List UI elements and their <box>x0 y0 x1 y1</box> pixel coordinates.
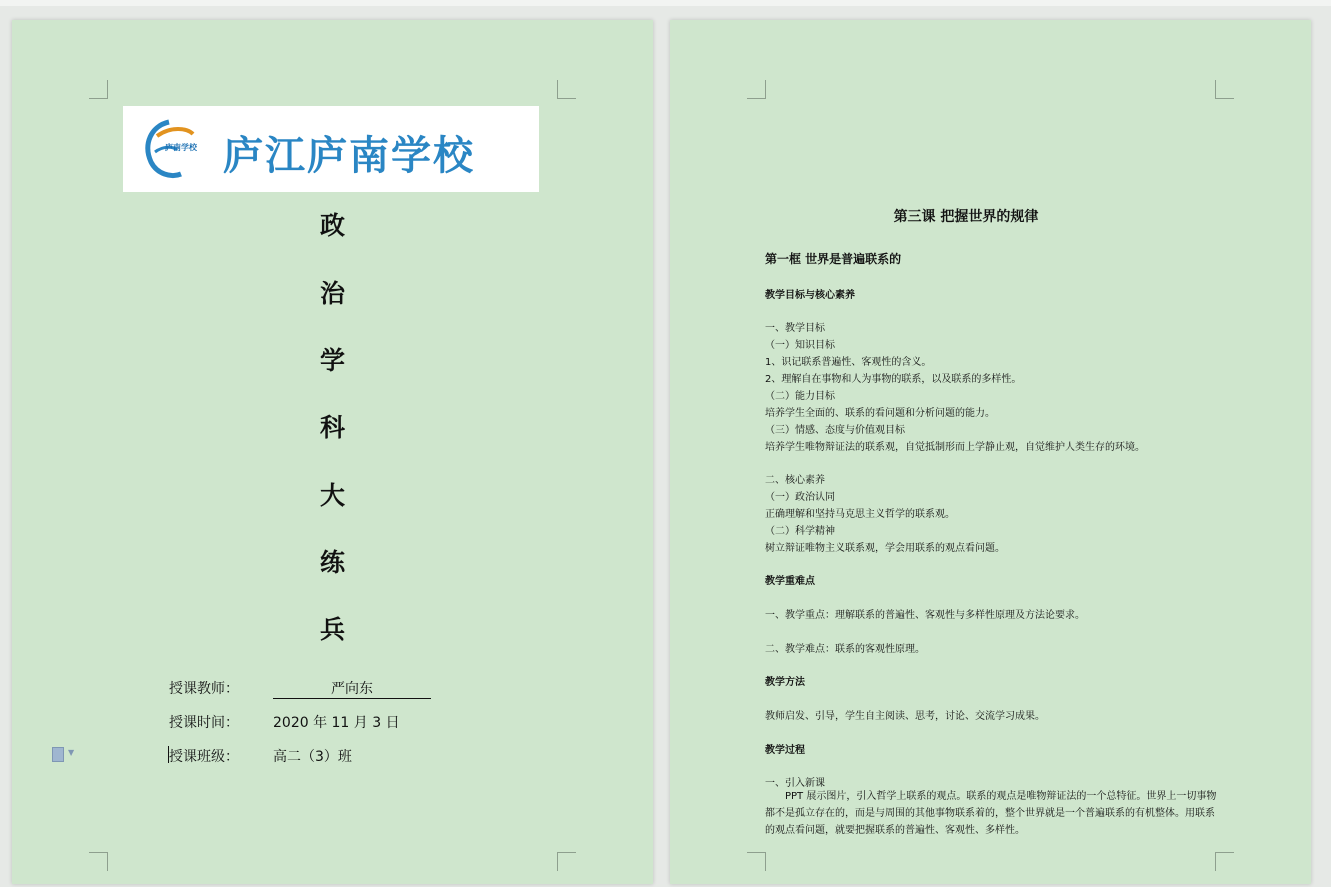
text-line: （二）能力目标 <box>765 391 835 402</box>
title-char: 练 <box>319 548 345 577</box>
time-label: 授课时间： <box>169 715 239 731</box>
crop-mark <box>89 80 108 99</box>
lesson-page[interactable] <box>670 20 1311 884</box>
text-line: 2、理解自在事物和人为事物的联系，以及联系的多样性。 <box>765 374 1022 385</box>
text-line: （一）政治认同 <box>765 492 835 503</box>
text-line: （三）情感、态度与价值观目标 <box>765 425 905 436</box>
crop-mark <box>1215 852 1234 871</box>
logo-small-text: 庐南学校 <box>165 143 197 152</box>
text-line: （一）知识目标 <box>765 340 835 351</box>
title-char: 学 <box>319 346 345 375</box>
text-line: 培养学生唯物辩证法的联系观，自觉抵制形而上学静止观，自觉维护人类生存的环境。 <box>765 442 1145 453</box>
text-line: 一、引入新课 <box>765 778 825 789</box>
section-heading: 教学方法 <box>765 677 805 688</box>
text-line: 一、教学目标 <box>765 323 825 334</box>
crop-mark <box>1215 80 1234 99</box>
crop-mark <box>747 80 766 99</box>
text-line: 教师启发、引导，学生自主阅读、思考，讨论、交流学习成果。 <box>765 711 1045 722</box>
intro-paragraph: PPT 展示图片，引入哲学上联系的观点。联系的观点是唯物辩证法的一个总特征。世界上一切事物都不是孤立存在的，而是与周围的其他事物联系着的，整个世界就是一个普遍联系的有机整体。用联系的观点看问题，就要把握联系的普遍性、客观性、多样性。 <box>765 791 1217 836</box>
crop-mark <box>747 852 766 871</box>
time-value[interactable]: 2020 年 11 月 3 日 <box>273 715 400 731</box>
section-heading: 教学过程 <box>765 745 805 756</box>
text-line: 树立辩证唯物主义联系观，学会用联系的观点看问题。 <box>765 543 1005 554</box>
title-char: 科 <box>319 413 345 442</box>
text-line: 一、教学重点：理解联系的普遍性、客观性与多样性原理及方法论要求。 <box>765 610 1085 621</box>
text-line: 1、识记联系普遍性、客观性的含义。 <box>765 357 932 368</box>
title-char: 大 <box>319 481 345 510</box>
teacher-row <box>169 678 431 699</box>
text-line: 二、教学难点：联系的客观性原理。 <box>765 644 925 655</box>
text-cursor <box>168 746 169 763</box>
title-char: 政 <box>319 211 345 240</box>
class-row <box>169 746 352 766</box>
class-value[interactable]: 高二（3）班 <box>273 749 352 765</box>
text-line: 培养学生全面的、联系的看问题和分析问题的能力。 <box>765 408 995 419</box>
teacher-value[interactable]: 严向东 <box>273 678 431 699</box>
cover-page[interactable] <box>12 20 653 884</box>
teacher-label: 授课教师： <box>169 681 239 697</box>
document-icon[interactable] <box>52 747 64 762</box>
logo-school-name: 庐江庐南学校 <box>223 133 475 179</box>
text-line: （二）科学精神 <box>765 526 835 537</box>
crop-mark <box>557 852 576 871</box>
time-row <box>169 712 400 732</box>
lesson-subtitle: 第一框 世界是普遍联系的 <box>765 252 902 266</box>
text-line: 二、核心素养 <box>765 475 825 486</box>
lesson-title: 第三课 把握世界的规律 <box>893 209 1039 225</box>
title-char: 治 <box>319 279 345 308</box>
chevron-down-icon[interactable]: ▼ <box>68 748 75 757</box>
section-heading: 教学重难点 <box>765 576 815 587</box>
school-logo <box>123 106 539 192</box>
class-label: 授课班级： <box>169 749 239 765</box>
crop-mark <box>89 852 108 871</box>
crop-mark <box>557 80 576 99</box>
text-line: 正确理解和坚持马克思主义哲学的联系观。 <box>765 509 955 520</box>
title-char: 兵 <box>319 615 345 644</box>
section-heading: 教学目标与核心素养 <box>765 290 855 301</box>
top-strip <box>0 0 1331 6</box>
